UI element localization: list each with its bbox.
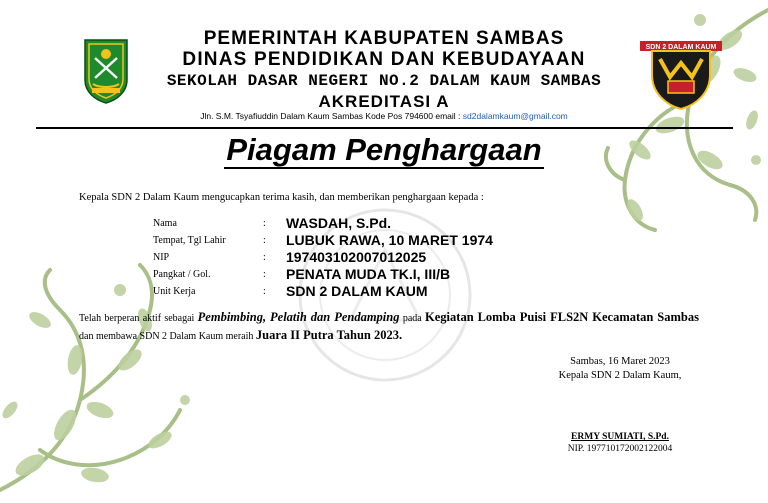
signature-position: Kepala SDN 2 Dalam Kaum, — [558, 370, 682, 381]
detail-colon: : — [263, 235, 266, 246]
paragraph-event: Kegiatan Lomba Puisi FLS2N Kecamatan Sambas — [425, 310, 699, 324]
certificate-title-text: Piagam Penghargaan — [226, 132, 542, 167]
header-line-accreditation: AKREDITASI A — [318, 92, 450, 111]
email-link[interactable]: sd2dalamkaum@gmail.com — [462, 111, 568, 121]
school-badge-banner: SDN 2 DALAM KAUM — [645, 44, 717, 51]
detail-label: Pangkat / Gol. — [153, 269, 211, 280]
detail-colon: : — [263, 269, 266, 280]
letterhead-divider — [36, 127, 733, 129]
detail-value: SDN 2 DALAM KAUM — [286, 283, 428, 299]
address-text: Jln. S.M. Tsyafiuddin Dalam Kaum Sambas Kode Pos 794600 email : — [200, 111, 461, 121]
detail-value: 197403102007012025 — [286, 249, 427, 265]
header-address — [0, 111, 768, 121]
paragraph-award: Juara II Putra Tahun 2023. — [255, 328, 403, 342]
detail-colon: : — [263, 218, 266, 229]
award-paragraph — [79, 309, 699, 345]
detail-value: WASDAH, S.Pd. — [286, 215, 392, 231]
detail-label: Nama — [153, 218, 177, 229]
detail-label: NIP — [153, 252, 170, 263]
paragraph-role: Pembimbing, Pelatih dan Pendamping — [197, 310, 400, 324]
paragraph-text: Telah berperan aktif sebagai — [79, 313, 198, 324]
signature-place-date: Sambas, 16 Maret 2023 — [570, 356, 670, 367]
paragraph-text: pada — [399, 313, 426, 324]
signature-nip: NIP. 197710172002122004 — [567, 444, 673, 454]
detail-label: Unit Kerja — [153, 286, 196, 297]
header-line-government: PEMERINTAH KABUPATEN SAMBAS — [203, 28, 565, 49]
detail-value: LUBUK RAWA, 10 MARET 1974 — [286, 232, 493, 248]
certificate-title — [0, 132, 768, 168]
header-line-school: SEKOLAH DASAR NEGERI NO.2 DALAM KAUM SAMBAS — [166, 72, 602, 90]
paragraph-text: dan membawa SDN 2 Dalam Kaum meraih — [79, 331, 256, 342]
intro-text: Kepala SDN 2 Dalam Kaum mengucapkan terima kasih, dan memberikan penghargaan kepada : — [79, 192, 484, 203]
detail-label: Tempat, Tgl Lahir — [153, 235, 226, 246]
detail-colon: : — [263, 252, 266, 263]
signature-name: ERMY SUMIATI, S.Pd. — [571, 432, 669, 442]
detail-colon: : — [263, 286, 266, 297]
detail-value: PENATA MUDA TK.I, III/B — [286, 266, 451, 282]
header-line-department: DINAS PENDIDIKAN DAN KEBUDAYAAN — [182, 49, 586, 70]
